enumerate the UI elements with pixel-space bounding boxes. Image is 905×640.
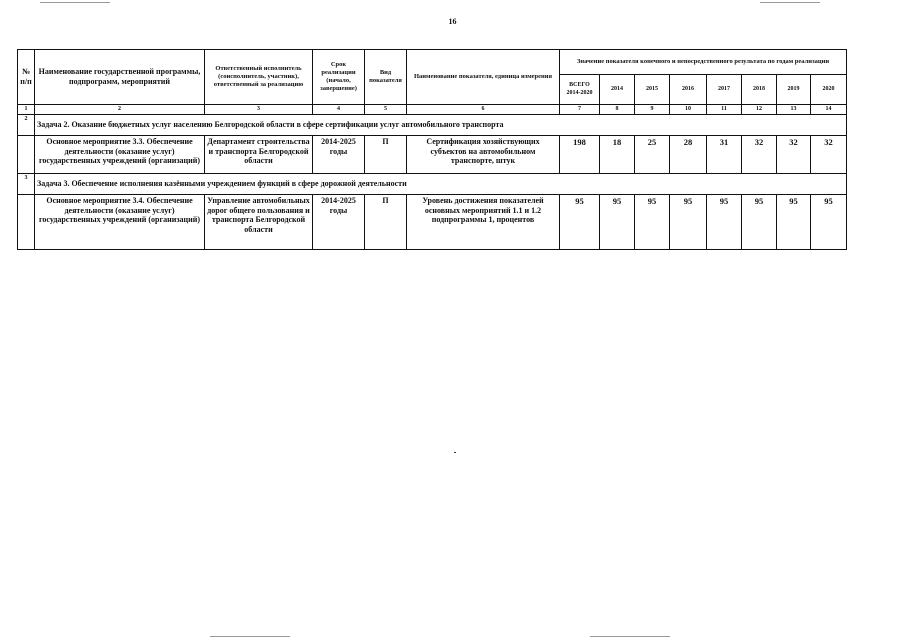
header-year: 2019: [777, 75, 811, 105]
header-indicator-name: Наименование показателя, единица измерения: [407, 50, 560, 105]
column-number: 5: [365, 105, 407, 115]
indicator-type-cell: П: [365, 136, 407, 174]
header-year: 2020: [811, 75, 847, 105]
row-number: [18, 136, 35, 174]
header-indicator-type: Вид показателя: [365, 50, 407, 105]
scan-speck: [454, 452, 456, 453]
table-row: [18, 195, 847, 250]
header-total: ВСЕГО 2014-2020: [560, 75, 600, 105]
executor-cell: Управление автомобильных дорог общего пользования и транспорта Белгородской области: [205, 195, 313, 250]
bottom-scan-edge-left: [210, 636, 290, 637]
period-cell: 2014-2025 годы: [313, 136, 365, 174]
period-cell: 2014-2025 годы: [313, 195, 365, 250]
indicators-table: [17, 49, 847, 250]
header-year: 2017: [707, 75, 742, 105]
row-number: [18, 195, 35, 250]
task-number: 2: [18, 115, 35, 136]
task-title: Задача 3. Обеспечение исполнения казёнными учреждением функций в сфере дорожной деятельности: [35, 174, 847, 195]
page-number: 16: [448, 17, 457, 26]
bottom-scan-edge-right: [590, 636, 670, 637]
value-cell: 18: [600, 136, 635, 174]
top-scan-edge-left: [40, 2, 110, 3]
column-numbers-row: [18, 105, 847, 115]
header-executor: Ответственный исполнитель (соисполнитель, участник), ответственный за реализацию: [205, 50, 313, 105]
value-cell: 95: [670, 195, 707, 250]
indicator-name-cell: Сертификация хозяйствующих субъектов на автомобильном транспорте, штук: [407, 136, 560, 174]
header-year: 2014: [600, 75, 635, 105]
table-header-row: [18, 50, 847, 75]
task-row: [18, 115, 847, 136]
task-title: Задача 2. Оказание бюджетных услуг населению Белгородской области в сфере сертификации услуг автомобильного транспорта: [35, 115, 847, 136]
value-total-cell: 95: [560, 195, 600, 250]
header-year: 2015: [635, 75, 670, 105]
header-period: Срок реализации (начало, завершение): [313, 50, 365, 105]
value-cell: 95: [707, 195, 742, 250]
header-year: 2018: [742, 75, 777, 105]
value-cell: 95: [600, 195, 635, 250]
column-number: 4: [313, 105, 365, 115]
executor-cell: Департамент строительства и транспорта Белгородской области: [205, 136, 313, 174]
value-cell: 95: [635, 195, 670, 250]
indicator-name-cell: Уровень достижения показателей основных мероприятий 1.1 и 1.2 подпрограммы 1, процентов: [407, 195, 560, 250]
value-cell: 32: [811, 136, 847, 174]
column-number: 13: [777, 105, 811, 115]
task-number: 3: [18, 174, 35, 195]
column-number: 1: [18, 105, 35, 115]
header-values-group: Значение показателя конечного и непосредственного результата по годам реализации: [560, 50, 847, 75]
column-number: 12: [742, 105, 777, 115]
value-cell: 25: [635, 136, 670, 174]
column-number: 14: [811, 105, 847, 115]
header-year: 2016: [670, 75, 707, 105]
column-number: 3: [205, 105, 313, 115]
program-cell: Основное мероприятие 3.4. Обеспечение деятельности (оказание услуг) государственных учреждений (организаций): [35, 195, 205, 250]
column-number: 7: [560, 105, 600, 115]
column-number: 8: [600, 105, 635, 115]
indicator-type-cell: П: [365, 195, 407, 250]
value-cell: 32: [742, 136, 777, 174]
column-number: 10: [670, 105, 707, 115]
header-num: № п/п: [18, 50, 35, 105]
value-cell: 28: [670, 136, 707, 174]
value-cell: 95: [811, 195, 847, 250]
program-cell: Основное мероприятие 3.3. Обеспечение деятельности (оказание услуг) государственных учреждений (организаций): [35, 136, 205, 174]
task-row: [18, 174, 847, 195]
value-cell: 95: [777, 195, 811, 250]
table-row: [18, 136, 847, 174]
column-number: 2: [35, 105, 205, 115]
column-number: 6: [407, 105, 560, 115]
column-number: 9: [635, 105, 670, 115]
value-total-cell: 198: [560, 136, 600, 174]
column-number: 11: [707, 105, 742, 115]
value-cell: 95: [742, 195, 777, 250]
value-cell: 31: [707, 136, 742, 174]
value-cell: 32: [777, 136, 811, 174]
header-program: Наименование государственной программы, подпрограмм, мероприятий: [35, 50, 205, 105]
top-scan-edge-right: [760, 2, 820, 3]
